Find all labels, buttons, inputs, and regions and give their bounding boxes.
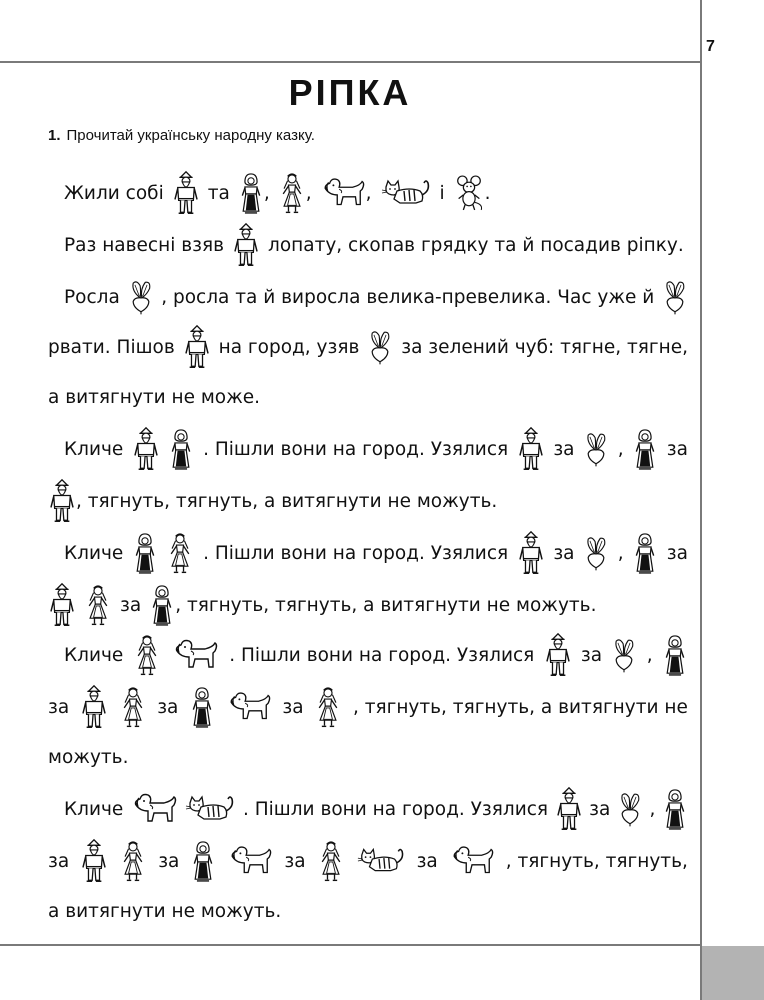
story-line-6: [64, 424, 688, 474]
story-line-8: [64, 528, 688, 578]
granddaughter-icon: [133, 633, 161, 677]
story-line-5: [48, 372, 260, 422]
text: можуть.: [48, 746, 129, 768]
text: лопату, скопав грядку та й посадив ріпку.: [268, 234, 684, 256]
text: за: [580, 644, 603, 666]
granddaughter-icon: [119, 685, 147, 729]
text: .: [484, 182, 491, 204]
granddaughter-icon: [166, 531, 194, 575]
text: за: [284, 850, 306, 872]
dog-icon: [449, 843, 495, 879]
text: ,: [365, 182, 372, 204]
text: Росла: [64, 286, 120, 308]
turnip-icon: [617, 789, 643, 829]
grandmother-icon: [189, 684, 215, 730]
turnip-icon: [583, 429, 609, 469]
page-title: РІПКА: [288, 72, 412, 113]
text: . Пішли вони на город. Узялися: [229, 644, 535, 666]
text: , тягнуть, тягнуть,: [505, 850, 688, 872]
granddaughter-icon: [314, 685, 342, 729]
grandfather-icon: [544, 632, 572, 678]
text: ,: [263, 182, 270, 204]
story-line-1: [64, 168, 491, 218]
text: за: [282, 696, 304, 718]
granddaughter-icon: [317, 839, 345, 883]
dog-icon: [320, 175, 366, 211]
grandfather-icon: [517, 530, 545, 576]
text: Раз навесні взяв: [64, 234, 224, 256]
text: Кличе: [64, 644, 124, 666]
grandfather-icon: [48, 478, 76, 524]
text: , тягнуть, тягнуть, а витягнути не можуть.: [76, 490, 498, 512]
grandfather-icon: [80, 684, 108, 730]
grandmother-icon: [168, 426, 194, 472]
text: за зелений чуб: тягне, тягне,: [401, 336, 688, 358]
turnip-icon: [583, 533, 609, 573]
story-line-3: [64, 272, 688, 322]
grandfather-icon: [172, 170, 200, 216]
footer-rule: [0, 944, 700, 946]
grandmother-icon: [190, 838, 216, 884]
grandmother-icon: [632, 426, 658, 472]
turnip-icon: [662, 277, 688, 317]
story-line-11: [48, 682, 688, 732]
margin-rule: [700, 0, 702, 1000]
text: за: [589, 798, 611, 820]
text: і: [439, 182, 445, 204]
text: Кличе: [64, 438, 124, 460]
grandmother-icon: [632, 530, 658, 576]
turnip-icon: [128, 277, 154, 317]
task-text: Прочитай українську народну казку.: [66, 127, 315, 144]
mouse-icon: [453, 173, 485, 213]
task-number: 1.: [48, 127, 61, 144]
text: а витягнути не можуть.: [48, 900, 282, 922]
story-line-10: [64, 630, 688, 680]
text: за: [553, 438, 575, 460]
task-instruction: [48, 127, 315, 144]
grandfather-icon: [80, 838, 108, 884]
text: за: [416, 850, 438, 872]
text: та: [207, 182, 230, 204]
granddaughter-icon: [119, 839, 147, 883]
text: за: [48, 850, 70, 872]
text: . Пішли вони на город. Узялися: [242, 798, 549, 820]
text: , тягнуть, тягнуть, а витягнути не можуть.: [175, 594, 597, 616]
dog-icon: [130, 791, 178, 827]
cat-icon: [356, 845, 406, 877]
text: за: [157, 696, 179, 718]
text: ,: [617, 542, 624, 564]
text: за: [553, 542, 575, 564]
turnip-icon: [367, 327, 393, 367]
dog-icon: [226, 689, 272, 725]
grandfather-icon: [132, 426, 160, 472]
text: Кличе: [64, 542, 124, 564]
text: за: [666, 438, 688, 460]
text: ,: [646, 644, 653, 666]
story-line-9: [48, 580, 596, 630]
cat-icon: [380, 177, 432, 209]
story-line-4: [48, 322, 688, 372]
grandmother-icon: [662, 786, 688, 832]
story-line-2: [64, 220, 684, 270]
text: ,: [649, 798, 656, 820]
text: за: [158, 850, 180, 872]
dog-icon: [227, 843, 273, 879]
header-rule: [0, 61, 700, 63]
granddaughter-icon: [84, 583, 112, 627]
text: а витягнути не може.: [48, 386, 261, 408]
grandfather-icon: [48, 582, 76, 628]
text: . Пішли вони на город. Узялися: [203, 542, 509, 564]
story-line-14: [48, 836, 688, 886]
grandfather-icon: [517, 426, 545, 472]
grandmother-icon: [662, 632, 688, 678]
grandfather-icon: [555, 786, 583, 832]
text: за: [666, 542, 688, 564]
turnip-icon: [611, 635, 637, 675]
grandmother-icon: [149, 582, 175, 628]
text: ,: [617, 438, 624, 460]
text: . Пішли вони на город. Узялися: [203, 438, 509, 460]
grandmother-icon: [132, 530, 158, 576]
text: , росла та й виросла велика-превелика. Час уже й: [161, 286, 655, 308]
text: Жили собі: [64, 182, 164, 204]
grandfather-icon: [232, 222, 260, 268]
margin-tab: [702, 946, 764, 1000]
text: , тягнуть, тягнуть, а витягнути не: [352, 696, 688, 718]
page-number: 7: [706, 38, 715, 55]
granddaughter-icon: [278, 171, 306, 215]
cat-icon: [184, 793, 236, 825]
dog-icon: [170, 637, 220, 673]
story-line-7: [48, 476, 497, 526]
story-line-12: [48, 732, 128, 782]
story-line-13: [64, 784, 688, 834]
text: на город, узяв: [218, 336, 360, 358]
story-line-15: [48, 886, 281, 936]
grandfather-icon: [183, 324, 211, 370]
text: рвати. Пішов: [48, 336, 175, 358]
text: за: [48, 696, 70, 718]
grandmother-icon: [238, 170, 264, 216]
text: за: [120, 594, 142, 616]
text: ,: [305, 182, 312, 204]
text: Кличе: [64, 798, 124, 820]
